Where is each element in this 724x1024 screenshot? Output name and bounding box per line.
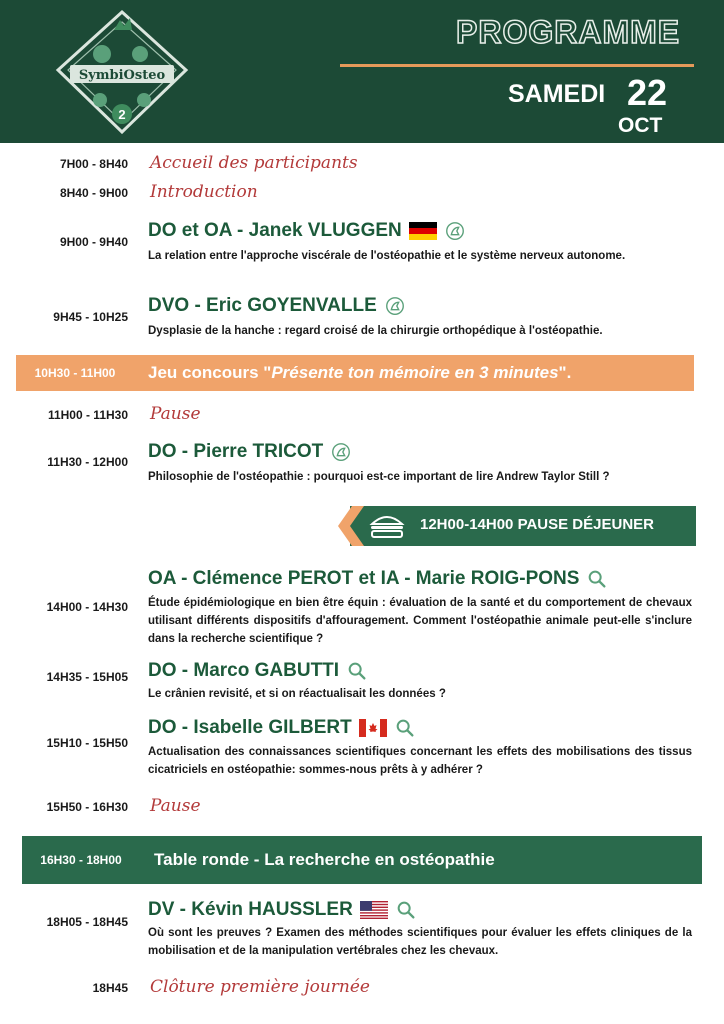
search-icon	[395, 899, 417, 921]
session-description: La relation entre l'approche viscérale de l'ostéopathie et le système nerveux autonome.	[148, 250, 626, 262]
session-description: Où sont les preuves ? Examen des méthodes scientifiques pour évaluer les effets cliniques de la mobilisation et de la manipulation vertébrales chez les chevaux.	[148, 927, 692, 957]
time-label: 9H00 - 9H40	[59, 235, 128, 249]
canada-flag	[359, 719, 387, 737]
session-title: Pause	[150, 796, 201, 816]
logo-number: 2	[118, 107, 126, 122]
symbiosteo-logo	[52, 8, 192, 138]
speaker-text: OA - Clémence PEROT et IA - Marie ROIG-PONS	[148, 568, 580, 589]
session-description: Dysplasie de la hanche : regard croisé de la chirurgie orthopédique à l'ostéopathie.	[148, 325, 603, 337]
time-label: 9H45 - 10H25	[53, 310, 128, 324]
speaker-name	[148, 441, 352, 463]
time-label: 7H00 - 8H40	[59, 157, 128, 171]
speaker-text: DO - Pierre TRICOT	[148, 441, 324, 462]
time-label: 14H35 - 15H05	[46, 670, 128, 684]
lunch-chevron	[338, 506, 364, 546]
session-description: Étude épidémiologique en bien être équin : évaluation de la santé et du comportement de chevaux utilisant différents dispositifs d'affouragement. Comment l'ostéopathie animale peut-elle s'inclure dans la recherche scientifique ?	[148, 597, 692, 645]
page-header	[0, 0, 724, 143]
search-icon	[346, 660, 368, 682]
speaker-name	[148, 568, 608, 590]
page-title: PROGRAMME	[456, 14, 681, 50]
band-title: Table ronde - La recherche en ostéopathie	[154, 850, 495, 869]
month-label: OCT	[618, 114, 663, 137]
speaker-name	[148, 660, 368, 682]
speaker-text: DV - Kévin HAUSSLER	[148, 899, 353, 920]
time-label: 16H30 - 18H00	[40, 853, 122, 867]
speaker-name	[148, 899, 417, 921]
lunch-banner	[338, 506, 696, 546]
burger-icon	[368, 512, 406, 540]
time-label: 11H30 - 12H00	[47, 455, 128, 469]
contest-band	[16, 355, 694, 391]
germany-flag	[409, 222, 437, 240]
horse-head-icon	[384, 295, 406, 317]
search-icon	[394, 717, 416, 739]
horse-head-icon	[330, 441, 352, 463]
horse-head-icon	[444, 220, 466, 242]
session-title: Accueil des participants	[150, 153, 358, 173]
usa-flag	[360, 901, 388, 919]
speaker-name	[148, 717, 416, 739]
day-label: SAMEDI	[508, 80, 606, 108]
time-label: 10H30 - 11H00	[34, 366, 116, 380]
time-label: 8H40 - 9H00	[59, 186, 128, 200]
speaker-text: DVO - Eric GOYENVALLE	[148, 295, 377, 316]
session-title: Introduction	[150, 182, 258, 202]
speaker-text: DO et OA - Janek VLUGGEN	[148, 220, 402, 241]
time-label: 14H00 - 14H30	[46, 600, 128, 614]
time-label: 18H05 - 18H45	[46, 915, 128, 929]
day-number: 22	[627, 72, 668, 113]
speaker-name	[148, 220, 466, 242]
speaker-text: DO - Marco GABUTTI	[148, 660, 340, 681]
band-title: Jeu concours "Présente ton mémoire en 3 minutes".	[148, 363, 572, 382]
speaker-name	[148, 295, 406, 317]
speaker-text: DO - Isabelle GILBERT	[148, 717, 352, 738]
session-title: Clôture première journée	[150, 977, 370, 997]
round-table-band	[22, 836, 702, 884]
session-description: Actualisation des connaissances scientifiques concernant les effets des mobilisations des tissus cicatriciels en ostéopathie: sommes-nous prêts à y adhérer ?	[148, 746, 692, 776]
time-label: 11H00 - 11H30	[47, 408, 128, 422]
session-description: Le crânien revisité, et si on réactualisait les données ?	[148, 688, 446, 700]
lunch-label: 12H00-14H00 PAUSE DÉJEUNER	[420, 516, 654, 533]
time-label: 15H50 - 16H30	[46, 800, 128, 814]
session-title: Pause	[150, 404, 201, 424]
search-icon	[586, 568, 608, 590]
title-underline	[340, 64, 694, 67]
time-label: 15H10 - 15H50	[46, 736, 128, 750]
time-label: 18H45	[92, 981, 128, 995]
session-description: Philosophie de l'ostéopathie : pourquoi est-ce important de lire Andrew Taylor Still ?	[148, 471, 610, 483]
logo-text: SymbiOsteo	[78, 68, 166, 83]
